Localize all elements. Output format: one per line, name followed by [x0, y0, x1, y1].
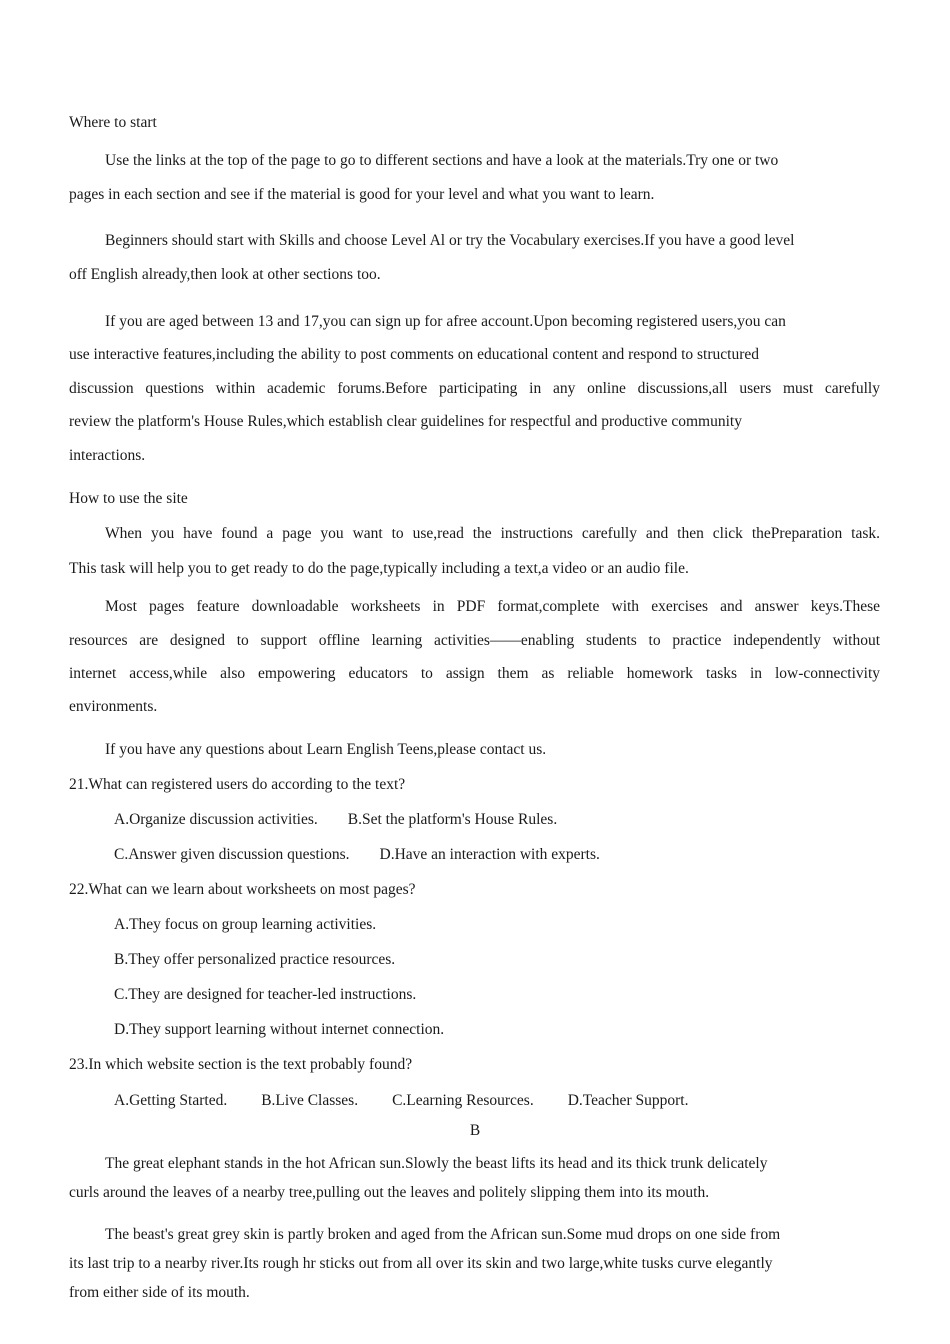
paragraph-line: its last trip to a nearby river.Its rough hr sticks out from all over its skin and two large,white tusks curve elegantly	[69, 1255, 773, 1272]
paragraph-line: Beginners should start with Skills and choose Level Al or try the Vocabulary exercises.If you have a good level	[105, 232, 795, 249]
question-23-stem: 23.In which website section is the text probably found?	[69, 1056, 413, 1073]
paragraph-line: The beast's great grey skin is partly broken and aged from the African sun.Some mud drops on one side from	[105, 1226, 781, 1243]
section-heading-how-to-use: How to use the site	[69, 490, 188, 507]
paragraph-line: use interactive features,including the ability to post comments on educational content and respond to structured	[69, 346, 759, 363]
paragraph-line: review the platform's House Rules,which establish clear guidelines for respectful and productive community	[69, 413, 742, 430]
paragraph-line: off English already,then look at other sections too.	[69, 266, 381, 283]
option-c: C.Answer given discussion questions.	[114, 846, 350, 863]
paragraph-line: internet access,while also empowering educators to assign them as reliable homework tasks in low-connectivity	[69, 665, 880, 682]
section-b-heading: B	[469, 1122, 481, 1139]
paragraph-line: pages in each section and see if the material is good for your level and what you want to learn.	[69, 186, 655, 203]
option-b: B.They offer personalized practice resources.	[114, 951, 396, 968]
paragraph-line: Use the links at the top of the page to go to different sections and have a look at the materials.Try one or two	[105, 152, 779, 169]
question-23-options-row	[114, 1093, 688, 1109]
question-21-stem: 21.What can registered users do according to the text?	[69, 776, 406, 793]
option-d: D.Have an interaction with experts.	[379, 846, 600, 863]
question-21-options-row-1	[114, 812, 557, 828]
option-d: D.Teacher Support.	[567, 1092, 689, 1109]
option-c: C.Learning Resources.	[392, 1092, 534, 1109]
paragraph-line: discussion questions within academic forums.Before participating in any online discussions,all users must carefully	[69, 380, 880, 397]
question-21-options-row-2	[114, 847, 600, 863]
option-a: A.Organize discussion activities.	[114, 811, 318, 828]
paragraph-line: interactions.	[69, 447, 146, 464]
paragraph-line: If you are aged between 13 and 17,you can sign up for afree account.Upon becoming registered users,you can	[105, 313, 786, 330]
paragraph-line: environments.	[69, 698, 158, 715]
paragraph-line: When you have found a page you want to use,read the instructions carefully and then click thePreparation task.	[105, 525, 880, 542]
option-b: B.Set the platform's House Rules.	[347, 811, 558, 828]
paragraph-line: curls around the leaves of a nearby tree,pulling out the leaves and politely slipping them into its mouth.	[69, 1184, 710, 1201]
question-22-stem: 22.What can we learn about worksheets on most pages?	[69, 881, 416, 898]
option-d: D.They support learning without internet connection.	[114, 1021, 445, 1038]
paragraph-line: Most pages feature downloadable worksheets in PDF format,complete with exercises and answer keys.These	[105, 598, 880, 615]
paragraph-line: The great elephant stands in the hot African sun.Slowly the beast lifts its head and its thick trunk delicately	[105, 1155, 768, 1172]
option-c: C.They are designed for teacher-led instructions.	[114, 986, 417, 1003]
option-a: A.Getting Started.	[114, 1092, 228, 1109]
paragraph-line: resources are designed to support offline learning activities——enabling students to practice independently without	[69, 632, 880, 649]
paragraph-line: This task will help you to get ready to do the page,typically including a text,a video or an audio file.	[69, 560, 689, 577]
option-a: A.They focus on group learning activities.	[114, 916, 377, 933]
paragraph-line: from either side of its mouth.	[69, 1284, 250, 1301]
paragraph-line: If you have any questions about Learn English Teens,please contact us.	[105, 741, 547, 758]
option-b: B.Live Classes.	[261, 1092, 359, 1109]
section-heading-where-to-start: Where to start	[69, 114, 157, 131]
